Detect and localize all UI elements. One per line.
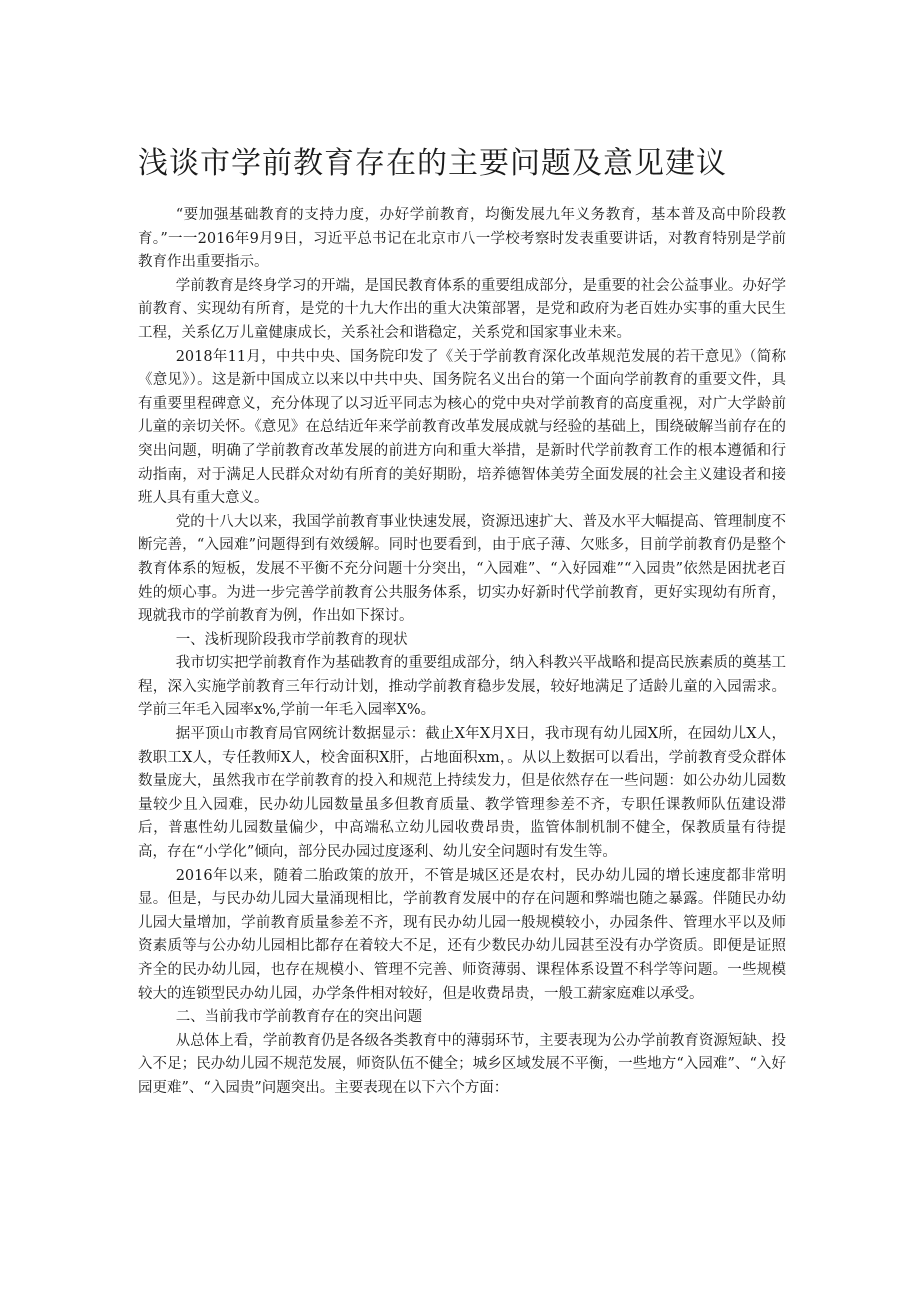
section-heading-current-status: 一、浅析现阶段我市学前教育的现状	[175, 631, 408, 648]
statistics-paragraph: 据平顶山市教育局官网统计数据显示：截止X年X月X日，我市现有幼儿园X所，在园幼儿X人，教职工X人，专任教师X人，校舍面积X肝，占地面积xm，。从以上数据可以看出，学前教育受众群体数量庞大，虽然我市在学前教育的投入和规范上持续发力，但是依然存在一些问题：如公办幼儿园数量较少且入园难，民办幼儿园数量虽多但教育质量、教学管理参差不齐，专职任课教师队伍建设滞后，普惠性幼儿园数量偏少，中高端私立幼儿园收费昂贵，监管体制机制不健全，保教质量有待提高，存在“小学化”倾向，部分民办园过度逐利、幼儿安全问题时有发生等。	[138, 726, 786, 861]
section-heading-problems: 二、当前我市学前教育存在的突出问题	[175, 1009, 423, 1026]
status-paragraph: 我市切实把学前教育作为基础教育的重要组成部分，纳入科教兴平战略和提高民族素质的奠基工程，深入实施学前教育三年行动计划，推动学前教育稳步发展，较好地满足了适龄儿童的入园需求。学前三年毛入园率x%,学前一年毛入园率X%。	[138, 655, 786, 719]
document-body	[138, 204, 786, 1101]
opening-quote-paragraph: “要加强基础教育的支持力度，办好学前教育，均衡发展九年义务教育，基本普及高中阶段教育。”一一2016年9月9日，习近平总书记在北京市八一学校考察时发表重要讲话，对教育特别是学前教育作出重要指示。	[138, 207, 786, 271]
problems-overview-paragraph: 从总体上看，学前教育仍是各级各类教育中的薄弱环节，主要表现为公办学前教育资源短缺、投入不足；民办幼儿园不规范发展，师资队伍不健全；城乡区域发展不平衡，一些地方“入园难”、“入好园更难”、“入园贵”问题突出。主要表现在以下六个方面：	[138, 1032, 786, 1096]
policy-paragraph: 2018年11月，中共中央、国务院印发了《关于学前教育深化改革规范发展的若干意见》（简称《意见》）。这是新中国成立以来以中共中央、国务院名义出台的第一个面向学前教育的重要文件，具有重要里程碑意义，充分体现了以习近平同志为核心的党中央对学前教育的高度重视，对广大学龄前儿童的亲切关怀。《意见》在总结近年来学前教育改革发展成就与经验的基础上，围绕破解当前存在的突出问题，明确了学前教育改革发展的前进方向和重大举措，是新时代学前教育工作的根本遵循和行动指南，对于满足人民群众对幼有所育的美好期盼，培养德智体美劳全面发展的社会主义建设者和接班人具有重大意义。	[138, 348, 786, 507]
private-kindergarten-paragraph: 2016年以来，随着二胎政策的放开，不管是城区还是农村，民办幼儿园的增长速度都非常明显。但是，与民办幼儿园大量涌现相比，学前教育发展中的存在问题和弊端也随之暴露。伴随民办幼儿园大量增加，学前教育质量参差不齐，现有民办幼儿园一般规模较小，办园条件、管理水平以及师资素质等与公办幼儿园相比都存在着较大不足，还有少数民办幼儿园甚至没有办学资质。即便是证照齐全的民办幼儿园，也存在规模小、管理不完善、师资薄弱、课程体系设置不科学等问题。一些规模较大的连锁型民办幼儿园，办学条件相对较好，但是收费昂贵，一般工薪家庭难以承受。	[138, 867, 786, 1002]
intro-paragraph: 学前教育是终身学习的开端，是国民教育体系的重要组成部分，是重要的社会公益事业。办好学前教育、实现幼有所育，是党的十九大作出的重大决策部署，是党和政府为老百姓办实事的重大民生工程，关系亿万儿童健康成长，关系社会和谐稳定，关系党和国家事业未来。	[138, 277, 786, 341]
background-paragraph: 党的十八大以来，我国学前教育事业快速发展，资源迅速扩大、普及水平大幅提高、管理制度不断完善，“入园难”问题得到有效缓解。同时也要看到，由于底子薄、欠账多，目前学前教育仍是整个教育体系的短板，发展不平衡不充分问题十分突出，“入园难”、“入好园难”“入园贵”依然是困扰老百姓的烦心事。为进一步完善学前教育公共服务体系，切实办好新时代学前教育，更好实现幼有所育，现就我市的学前教育为例，作出如下探讨。	[138, 513, 786, 625]
document-title: 浅谈市学前教育存在的主要问题及意见建议	[138, 146, 727, 181]
